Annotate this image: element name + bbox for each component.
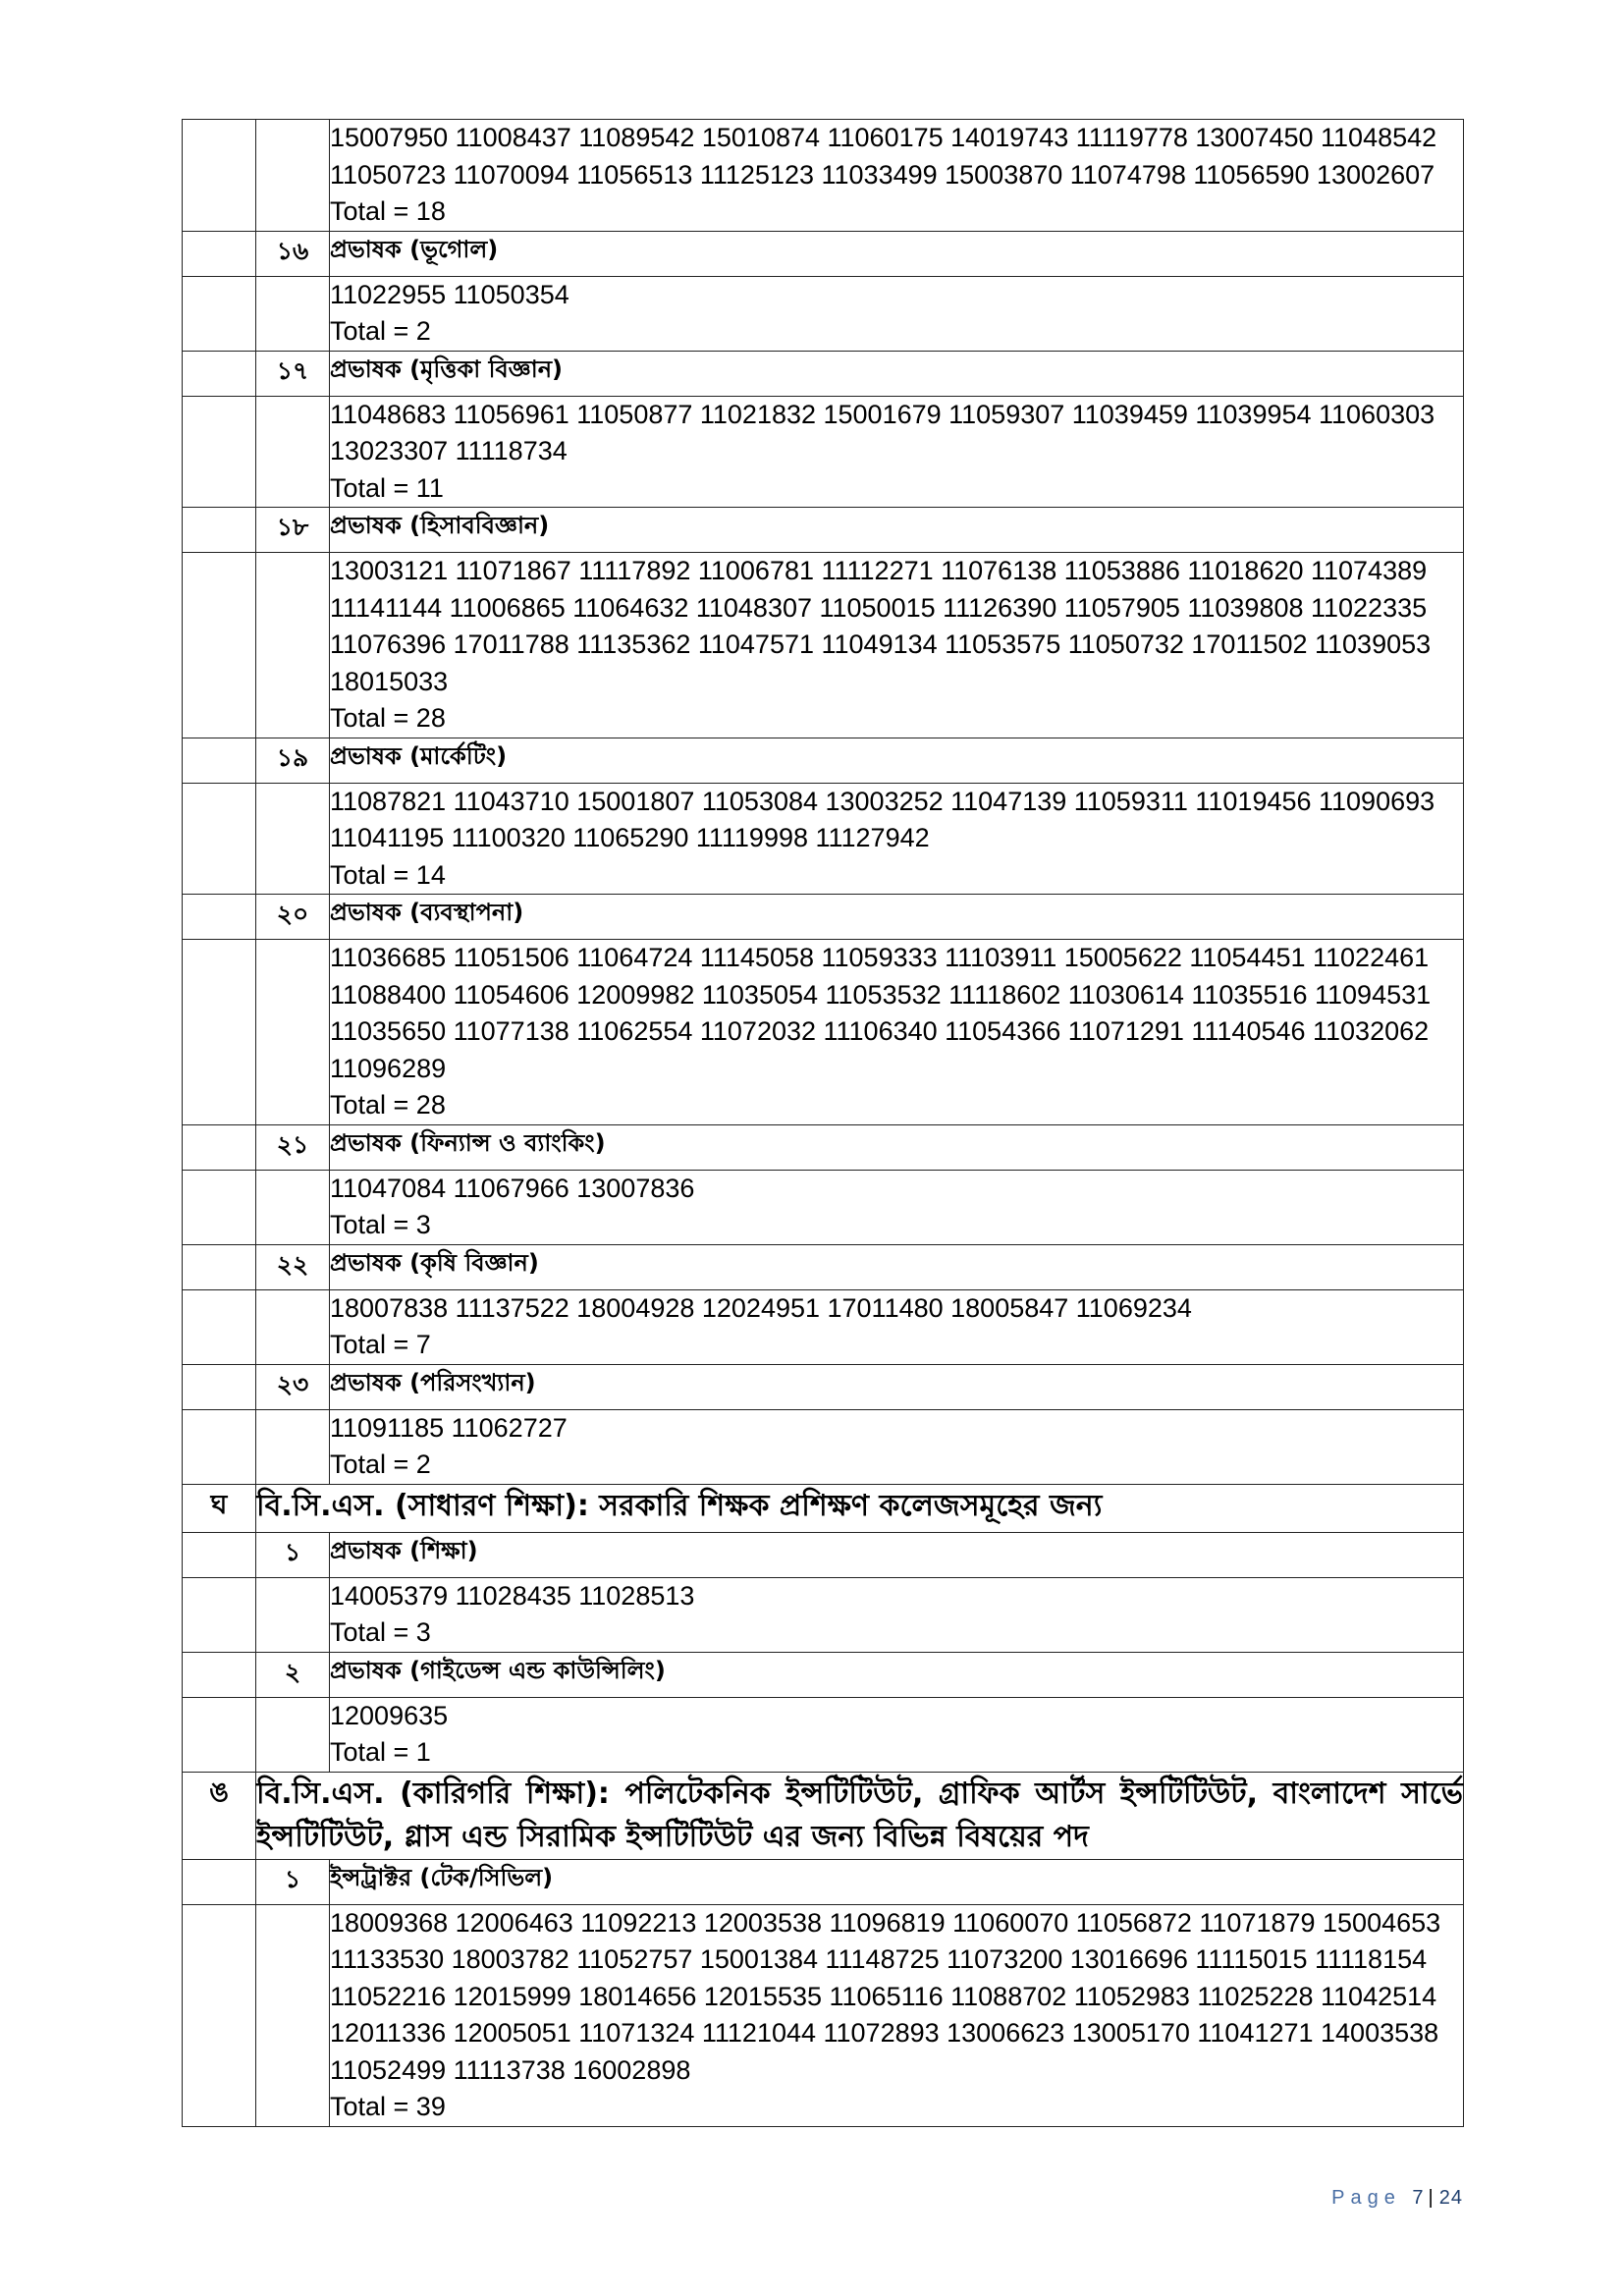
id-list-cell	[330, 553, 1464, 738]
id-list-row	[183, 553, 1464, 738]
empty-cell	[183, 1244, 256, 1289]
empty-cell	[183, 1859, 256, 1904]
post-title: প্রভাষক (পরিসংখ্যান)	[330, 1364, 1464, 1409]
total-pages: 24	[1438, 2187, 1463, 2209]
empty-cell	[183, 1124, 256, 1170]
empty-cell	[183, 120, 256, 232]
empty-cell	[183, 231, 256, 276]
empty-cell	[256, 1577, 330, 1652]
empty-cell	[183, 1409, 256, 1484]
post-row	[183, 1532, 1464, 1577]
page-footer	[1331, 2187, 1463, 2210]
candidate-ids: 12009635	[330, 1700, 449, 1730]
post-title: প্রভাষক (হিসাববিজ্ঞান)	[330, 508, 1464, 553]
post-number: ২	[256, 1652, 330, 1697]
candidate-ids: 11087821 11043710 15001807 11053084 13003252 11047139 11059311 11019456 11090693 11041195 11100320 11065290 11119998 11127942	[330, 786, 1435, 852]
empty-cell	[256, 783, 330, 895]
candidate-ids: 13003121 11071867 11117892 11006781 11112271 11076138 11053886 11018620 11074389 11141144 11006865 11064632 11048307 11050015 11126390 11057905 11039808 11022335 11076396 17011788 11135362 11047571 11049134 11053575 11050732 17011502 11039053 18015033	[330, 556, 1432, 696]
results-table-body	[183, 120, 1464, 2127]
total-count: Total = 3	[330, 1210, 431, 1239]
section-title: বি.সি.এস. (কারিগরি শিক্ষা): পলিটেকনিক ইন্সটিটিউট, গ্রাফিক আর্টস ইন্সটিটিউট, বাংলাদেশ সার্ভে ইন্সটিটিউট, গ্লাস এন্ড সিরামিক ইন্সটিটিউট এর জন্য বিভিন্ন বিষয়ের পদ	[256, 1772, 1464, 1859]
empty-cell	[183, 1532, 256, 1577]
candidate-ids: 18009368 12006463 11092213 12003538 11096819 11060070 11056872 11071879 15004653 11133530 18003782 11052757 15001384 11148725 11073200 13016696 11115015 11118154 11052216 12015999 18014656 12015535 11065116 11088702 11052983 11025228 11042514 12011336 12005051 11071324 11121044 11072893 13006623 13005170 11041271 14003538 11052499 11113738 16002898	[330, 1907, 1441, 2085]
post-number: ২২	[256, 1244, 330, 1289]
total-count: Total = 28	[330, 703, 446, 733]
empty-cell	[183, 940, 256, 1125]
empty-cell	[183, 508, 256, 553]
empty-cell	[183, 1577, 256, 1652]
post-title: প্রভাষক (মৃত্তিকা বিজ্ঞান)	[330, 351, 1464, 396]
results-table	[182, 119, 1464, 2127]
post-number: ১	[256, 1532, 330, 1577]
empty-cell	[183, 738, 256, 783]
empty-cell	[183, 1904, 256, 2126]
id-list-cell	[330, 1577, 1464, 1652]
id-list-row	[183, 1577, 1464, 1652]
post-row	[183, 508, 1464, 553]
id-list-cell	[330, 1904, 1464, 2126]
post-row	[183, 1364, 1464, 1409]
id-list-cell	[330, 120, 1464, 232]
id-list-cell	[330, 1170, 1464, 1244]
empty-cell	[183, 895, 256, 940]
candidate-ids: 11048683 11056961 11050877 11021832 15001679 11059307 11039459 11039954 11060303 13023307 11118734	[330, 399, 1435, 465]
empty-cell	[183, 783, 256, 895]
id-list-cell	[330, 396, 1464, 508]
id-list-row	[183, 1409, 1464, 1484]
empty-cell	[256, 276, 330, 351]
candidate-ids: 11036685 11051506 11064724 11145058 11059333 11103911 15005622 11054451 11022461 11088400 11054606 12009982 11035054 11053532 11118602 11030614 11035516 11094531 11035650 11077138 11062554 11072032 11106340 11054366 11071291 11140546 11032062 11096289	[330, 943, 1432, 1083]
post-row	[183, 895, 1464, 940]
id-list-row	[183, 1904, 1464, 2126]
post-title: ইন্সট্রাক্টর (টেক/সিভিল)	[330, 1859, 1464, 1904]
post-number: ২১	[256, 1124, 330, 1170]
post-row	[183, 1859, 1464, 1904]
empty-cell	[256, 940, 330, 1125]
id-list-cell	[330, 1289, 1464, 1364]
empty-cell	[256, 396, 330, 508]
post-title: প্রভাষক (ফিন্যান্স ও ব্যাংকিং)	[330, 1124, 1464, 1170]
empty-cell	[256, 1409, 330, 1484]
empty-cell	[183, 1697, 256, 1772]
total-count: Total = 18	[330, 196, 446, 226]
empty-cell	[183, 1170, 256, 1244]
id-list-cell	[330, 783, 1464, 895]
id-list-row	[183, 120, 1464, 232]
candidate-ids: 14005379 11028435 11028513	[330, 1580, 695, 1611]
total-count: Total = 3	[330, 1617, 431, 1647]
candidate-ids: 11022955 11050354	[330, 279, 569, 309]
total-count: Total = 7	[330, 1330, 431, 1359]
page-word: Page	[1331, 2187, 1401, 2209]
id-list-row	[183, 1289, 1464, 1364]
post-number: ১৮	[256, 508, 330, 553]
empty-cell	[183, 351, 256, 396]
empty-cell	[183, 1364, 256, 1409]
section-letter: ঙ	[183, 1772, 256, 1859]
candidate-ids: 11047084 11067966 13007836	[330, 1173, 695, 1203]
empty-cell	[183, 1289, 256, 1364]
empty-cell	[256, 553, 330, 738]
total-count: Total = 11	[330, 472, 444, 503]
post-row	[183, 351, 1464, 396]
post-title: প্রভাষক (কৃষি বিজ্ঞান)	[330, 1244, 1464, 1289]
section-letter: ঘ	[183, 1484, 256, 1532]
section-row	[183, 1772, 1464, 1859]
id-list-row	[183, 276, 1464, 351]
id-list-row	[183, 396, 1464, 508]
empty-cell	[256, 1170, 330, 1244]
total-count: Total = 1	[330, 1737, 431, 1767]
empty-cell	[183, 1652, 256, 1697]
post-title: প্রভাষক (ব্যবস্থাপনা)	[330, 895, 1464, 940]
id-list-row	[183, 783, 1464, 895]
id-list-cell	[330, 1409, 1464, 1484]
post-row	[183, 1652, 1464, 1697]
section-title: বি.সি.এস. (সাধারণ শিক্ষা): সরকারি শিক্ষক প্রশিক্ষণ কলেজসমূহের জন্য	[256, 1484, 1464, 1532]
post-number: ১৯	[256, 738, 330, 783]
empty-cell	[256, 1697, 330, 1772]
empty-cell	[256, 120, 330, 232]
candidate-ids: 15007950 11008437 11089542 15010874 11060175 14019743 11119778 13007450 11048542 11050723 11070094 11056513 11125123 11033499 15003870 11074798 11056590 13002607	[330, 123, 1437, 190]
total-count: Total = 2	[330, 316, 431, 346]
id-list-row	[183, 1697, 1464, 1772]
post-row	[183, 1244, 1464, 1289]
id-list-cell	[330, 276, 1464, 351]
id-list-cell	[330, 940, 1464, 1125]
total-count: Total = 14	[330, 859, 446, 890]
empty-cell	[256, 1904, 330, 2126]
post-title: প্রভাষক (ভূগোল)	[330, 231, 1464, 276]
total-count: Total = 28	[330, 1090, 446, 1120]
post-row	[183, 1124, 1464, 1170]
empty-cell	[183, 553, 256, 738]
post-number: ২৩	[256, 1364, 330, 1409]
post-row	[183, 738, 1464, 783]
page-number: 7	[1412, 2187, 1425, 2209]
id-list-cell	[330, 1697, 1464, 1772]
post-title: প্রভাষক (গাইডেন্স এন্ড কাউন্সিলিং)	[330, 1652, 1464, 1697]
page-separator: |	[1428, 2187, 1435, 2209]
post-title: প্রভাষক (মার্কেটিং)	[330, 738, 1464, 783]
post-number: ১	[256, 1859, 330, 1904]
post-number: ২০	[256, 895, 330, 940]
id-list-row	[183, 1170, 1464, 1244]
total-count: Total = 2	[330, 1449, 431, 1479]
empty-cell	[256, 1289, 330, 1364]
candidate-ids: 18007838 11137522 18004928 12024951 17011480 18005847 11069234	[330, 1292, 1192, 1323]
post-number: ১৭	[256, 351, 330, 396]
candidate-ids: 11091185 11062727	[330, 1412, 568, 1443]
post-row	[183, 231, 1464, 276]
empty-cell	[183, 276, 256, 351]
section-row	[183, 1484, 1464, 1532]
id-list-row	[183, 940, 1464, 1125]
post-title: প্রভাষক (শিক্ষা)	[330, 1532, 1464, 1577]
empty-cell	[183, 396, 256, 508]
total-count: Total = 39	[330, 2092, 446, 2121]
post-number: ১৬	[256, 231, 330, 276]
